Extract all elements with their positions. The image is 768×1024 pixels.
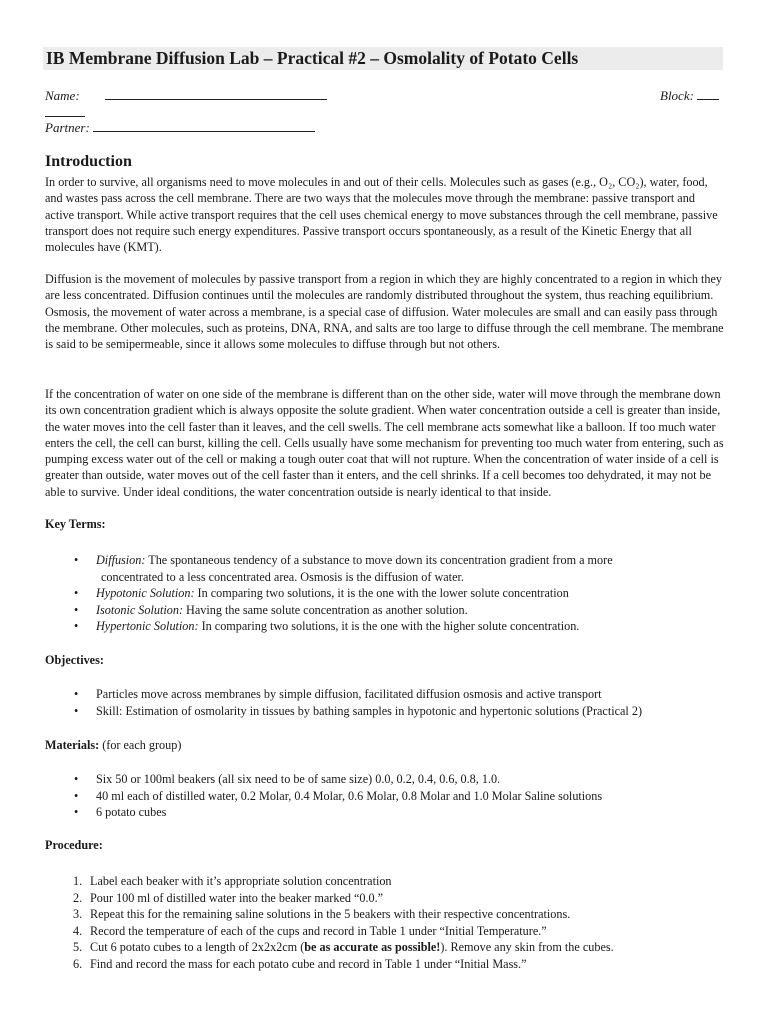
step-number: 4. bbox=[73, 923, 83, 938]
list-item bbox=[45, 956, 725, 973]
objectives-heading: Objectives: bbox=[45, 653, 104, 667]
step-number: 2. bbox=[73, 890, 83, 905]
term-definition: The spontaneous tendency of a substance to move down its concentration gradient from a more bbox=[145, 553, 613, 567]
name-blank-line[interactable] bbox=[105, 89, 327, 100]
procedure-list bbox=[45, 873, 725, 972]
partner-label: Partner: bbox=[45, 120, 90, 135]
term-label: Isotonic Solution: bbox=[96, 602, 183, 617]
block-blank-line-cont[interactable] bbox=[45, 106, 85, 117]
materials-list bbox=[45, 771, 725, 821]
term-definition: In comparing two solutions, it is the one with the lower solute concentration bbox=[194, 586, 569, 600]
partner-blank-line[interactable] bbox=[93, 121, 315, 132]
step-number: 5. bbox=[73, 940, 83, 954]
term-definition: In comparing two solutions, it is the one with the higher solute concentration. bbox=[198, 619, 580, 633]
term-definition-continued: concentrated to a less concentrated area. Osmosis is the diffusion of water. bbox=[101, 569, 464, 584]
step-text: Find and record the mass for each potato cube and record in Table 1 under “Initial Mass.” bbox=[90, 956, 527, 971]
list-item bbox=[45, 939, 725, 956]
term-definition: Having the same solute concentration as another solution. bbox=[183, 602, 468, 617]
intro-paragraph-3: If the concentration of water on one side of the membrane is different than on the other side, water will move through the membrane down its own concentration gradient which is always opposite the solute gradient. When water concentration outside a cell is greater than inside, the water moves into the cell faster than it leaves, and the cell swells. The cell membrane acts somewhat like a balloon. If too much water enters the cell, the cell can burst, killing the cell. Cells usually have some mechanism for preventing too much water from entering, such as pumping excess water out of the cell or making a tough outer coat that will not rupture. When the concentration of water inside of a cell is greater than outside, water moves out of the cell faster than it enters, and the cell shrinks. If a cell becomes too dehydrated, it may not be able to survive. Under ideal conditions, the water concentration outside is nearly identical to that inside. bbox=[45, 387, 724, 499]
step-text: Label each beaker with it’s appropriate solution concentration bbox=[90, 874, 392, 888]
materials-note: (for each group) bbox=[99, 738, 182, 752]
list-item: • 6 potato cubes bbox=[45, 804, 725, 821]
list-item bbox=[45, 873, 725, 890]
block-blank-line[interactable] bbox=[697, 89, 719, 100]
name-field[interactable] bbox=[45, 88, 327, 104]
step-text-after: ). Remove any skin from the cubes. bbox=[440, 940, 614, 954]
step-text: Pour 100 ml of distilled water into the beaker marked “0.0.” bbox=[90, 890, 384, 905]
list-item bbox=[45, 923, 725, 940]
block-field[interactable] bbox=[660, 88, 719, 104]
name-label: Name: bbox=[45, 88, 80, 103]
document-title: IB Membrane Diffusion Lab – Practical #2 – Osmolality of Potato Cells bbox=[46, 48, 579, 68]
list-item: • Six 50 or 100ml beakers (all six need to be of same size) 0.0, 0.2, 0.4, 0.6, 0.8, 1.0. bbox=[45, 771, 725, 788]
partner-field[interactable] bbox=[45, 120, 315, 136]
list-item bbox=[45, 602, 725, 619]
step-text: Cut 6 potato cubes to a length of 2x2x2cm ( bbox=[90, 940, 305, 954]
key-terms-list bbox=[45, 552, 725, 635]
step-number: 3. bbox=[73, 907, 83, 921]
materials-label: Materials: bbox=[45, 738, 100, 752]
procedure-heading: Procedure: bbox=[45, 838, 103, 852]
introduction-heading: Introduction bbox=[45, 153, 132, 170]
list-item bbox=[45, 890, 725, 907]
term-label: Hypotonic Solution: bbox=[96, 586, 195, 600]
key-terms-heading: Key Terms: bbox=[45, 517, 106, 531]
step-text: Repeat this for the remaining saline solutions in the 5 beakers with their respective concentrations. bbox=[90, 907, 571, 921]
step-number: 1. bbox=[73, 874, 83, 888]
step-emphasis: be as accurate as possible! bbox=[304, 940, 441, 954]
list-item: • 40 ml each of distilled water, 0.2 Molar, 0.4 Molar, 0.6 Molar, 0.8 Molar and 1.0 Molar Saline solutions bbox=[45, 788, 725, 805]
step-text: Record the temperature of each of the cups and record in Table 1 under “Initial Temperature.” bbox=[90, 923, 547, 938]
materials-heading bbox=[45, 738, 181, 753]
intro-paragraph-2: Diffusion is the movement of molecules by passive transport from a region in which they are highly concentrated to a region in which they are less concentrated. Diffusion continues until the molecules are randomly distributed throughout the system, thus reaching equilibrium. Osmosis, the movement of water across a membrane, is a special case of diffusion. Water molecules are small and can easily pass through the membrane. Other molecules, such as proteins, DNA, RNA, and salts are too large to diffuse through the cell membrane. The membrane is said to be semipermeable, since it allows some molecules to diffuse through but not others. bbox=[45, 272, 724, 352]
block-blank-continuation[interactable] bbox=[45, 105, 85, 121]
list-item bbox=[45, 618, 725, 635]
list-item bbox=[45, 585, 725, 602]
intro-paragraph-1: In order to survive, all organisms need to move molecules in and out of their cells. Molecules such as gases (e.g., O₂, CO₂), water, food, and wastes pass across the cell membrane. There are two ways that the molecules move through the membrane: passive transport and active transport. While active transport requires that the cell uses chemical energy to move substances through the cell membrane, passive transport does not require such energy expenditures. Passive transport occurs spontaneously, as a result of the Kinetic Energy that all molecules have (KMT). bbox=[45, 175, 718, 255]
list-item: • Skill: Estimation of osmolarity in tissues by bathing samples in hypotonic and hypertonic solutions (Practical 2) bbox=[45, 703, 725, 720]
block-label: Block: bbox=[660, 88, 694, 103]
list-item: • Particles move across membranes by simple diffusion, facilitated diffusion osmosis and active transport bbox=[45, 686, 725, 703]
term-label: Diffusion: bbox=[96, 553, 146, 567]
list-item bbox=[45, 552, 725, 585]
step-number: 6. bbox=[73, 956, 83, 971]
objectives-list bbox=[45, 686, 725, 719]
term-label: Hypertonic Solution: bbox=[96, 619, 199, 633]
list-item bbox=[45, 906, 725, 923]
